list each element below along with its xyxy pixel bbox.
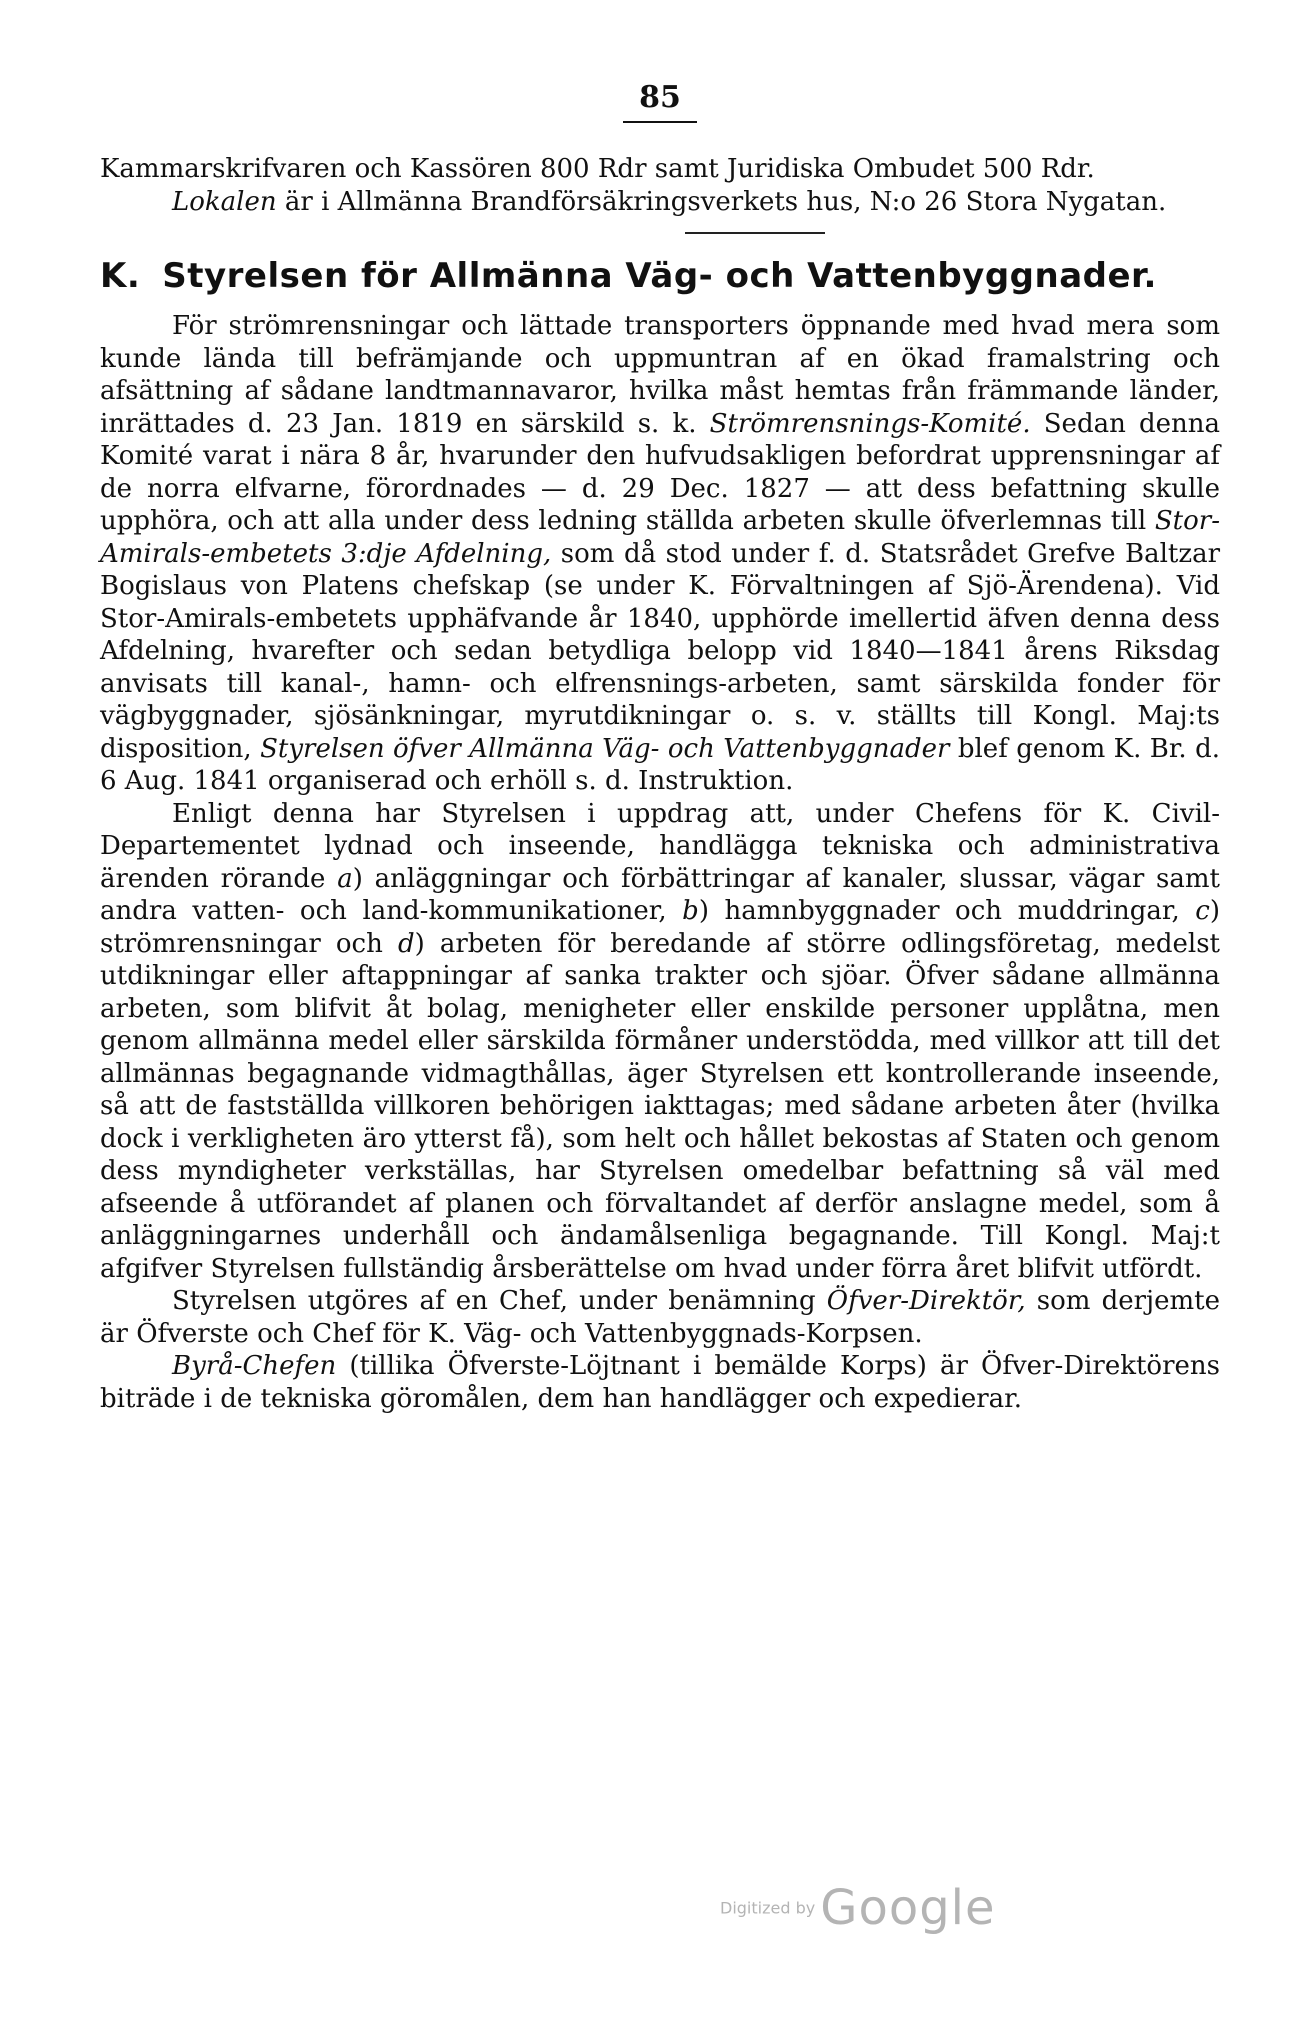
digitized-watermark: Digitized by Google xyxy=(720,1880,996,1936)
book-page xyxy=(100,80,1220,1415)
section-heading xyxy=(100,256,1220,296)
intro-salaries: Kammarskrifvaren och Kassören 800 Rdr samt Juridiska Ombudet 500 Rdr. xyxy=(100,154,1095,184)
page-number: 85 xyxy=(100,80,1220,123)
google-logo: Google xyxy=(820,1880,996,1936)
lokalen-label: Lokalen xyxy=(172,186,277,217)
section-letter: K. xyxy=(100,256,141,296)
paragraph-byra-chef: Byrå-Chefen (tillika Öfverste-Löjtnant i bemälde Korps) är Öfver-Direktörens biträde i de tekniska göromålen, dem han handlägger och expedierar. xyxy=(100,1351,1220,1414)
intro-lokalen: Lokalen är i Allmänna Brandförsäkringsverkets hus, N:o 26 Stora Nygatan. xyxy=(172,186,1167,217)
section-divider xyxy=(685,232,825,234)
paragraph-composition: Styrelsen utgöres af en Chef, under benämning Öfver-Direktör, som derjemte är Öfverste och Chef för K. Väg- och Vattenbyggnads-Korpsen. xyxy=(100,1286,1220,1349)
section-title: Styrelsen för Allmänna Väg- och Vattenbyggnader. xyxy=(162,256,1157,296)
paragraph-duties: Enligt denna har Styrelsen i uppdrag att, under Chefens för K. Civil-Departementet lydnad och inseende, handlägga tekniska och administrativa ärenden rörande a) anläggningar och förbättringar af kanaler, slussar, vägar samt andra vatten- och land-kommunikationer, b) hamnbyggnader och muddringar, c) strömrensningar och d) arbeten för beredande af större odlingsföretag, medelst utdikningar eller aftappningar af sanka trakter och sjöar. Öfver sådane allmänna arbeten, som blifvit åt bolag, menigheter eller enskilde personer upplåtna, men genom allmänna medel eller särskilda förmåner understödda, med villkor att till det allmännas begagnande vidmagthållas, äger Styrelsen ett kontrollerande inseende, så att de fastställda villkoren behörigen iakttagas; med sådane arbeten åter (hvilka dock i verkligheten äro ytterst få), som helt och hållet bekostas af Staten och genom dess myndigheter verkställas, har Styrelsen omedelbar befattning så väl med afseende å utförandet af planen och förvaltandet af derför anslagne medel, som å anläggningarnes underhåll och ändamålsenliga begagnande. Till Kongl. Maj:t afgifver Styrelsen fullständig årsberättelse om hvad under förra året blifvit utfördt. xyxy=(100,798,1221,1284)
paragraph-history: För strömrensningar och lättade transporters öppnande med hvad mera som kunde lända till befrämjande och uppmuntran af en ökad framalstring och afsättning af sådane landtmannavaror, hvilka måst hemtas från främmande länder, inrättades d. 23 Jan. 1819 en särskild s. k. Strömrensnings-Komité. Sedan denna Komité varat i nära 8 år, hvarunder den hufvudsakligen befordrat upprensningar af de norra elfvarne, förordnades — d. 29 Dec. 1827 — att dess befattning skulle upphöra, och att alla under dess ledning ställda arbeten skulle öfverlemnas till Stor-Amirals-embetets 3:dje Afdelning, som då stod under f. d. Statsrådet Grefve Baltzar Bogislaus von Platens chefskap (se under K. Förvaltningen af Sjö-Ärendena). Vid Stor-Amirals-embetets upphäfvande år 1840, upphörde imellertid äfven denna dess Afdelning, hvarefter och sedan betydliga belopp vid 1840—1841 årens Riksdag anvisats till kanal-, hamn- och elfrensnings-arbeten, samt särskilda fonder för vägbyggnader, sjösänkningar, myrutdikningar o. s. v. ställts till Kongl. Maj:ts disposition, Styrelsen öfver Allmänna Väg- och Vattenbyggnader blef genom K. Br. d. 6 Aug. 1841 organiserad och erhöll s. d. Instruktion. xyxy=(100,311,1221,796)
